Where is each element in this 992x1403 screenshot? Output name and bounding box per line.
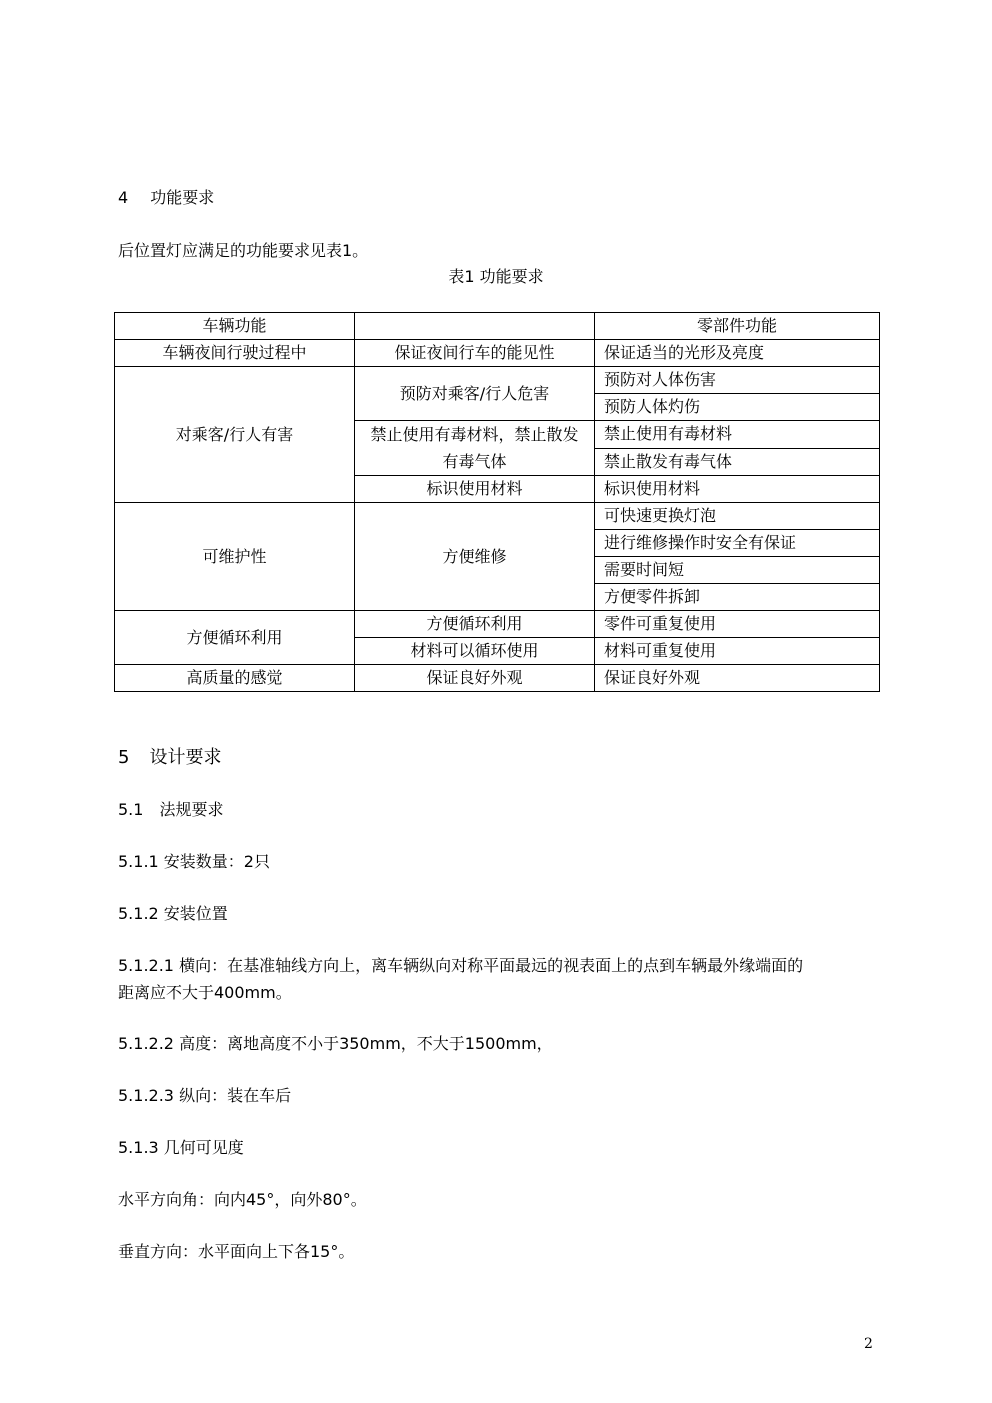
table-header-row	[115, 313, 880, 340]
cell-component-function: 材料可重复使用	[595, 638, 880, 665]
intro-paragraph: 后位置灯应满足的功能要求见表1。	[118, 241, 369, 260]
cell-requirement: 保证良好外观	[355, 665, 595, 692]
table-row	[115, 611, 880, 638]
para-5-1-2-1-line1: 5.1.2.1 横向：在基准轴线方向上，离车辆纵向对称平面最远的视表面上的点到车辆最外缘端面的	[118, 956, 804, 975]
cell-component-function: 保证良好外观	[595, 665, 880, 692]
table-row	[115, 340, 880, 367]
cell-requirement: 材料可以循环使用	[355, 638, 595, 665]
horizontal-angle: 水平方向角：向内45°，向外80°。	[118, 1190, 367, 1209]
cell-component-function: 零件可重复使用	[595, 611, 880, 638]
cell-vehicle-function: 对乘客/行人有害	[115, 367, 355, 503]
para-5-1-2-3: 5.1.2.3 纵向：装在车后	[118, 1086, 292, 1105]
section-4-number: 4	[118, 188, 129, 207]
section-4-title: 功能要求	[150, 188, 215, 207]
cell-vehicle-function: 车辆夜间行驶过程中	[115, 340, 355, 367]
cell-component-function: 需要时间短	[595, 557, 880, 584]
section-5-title: 设计要求	[149, 747, 222, 768]
cell-component-function: 禁止散发有毒气体	[595, 448, 880, 476]
header-component-function: 零部件功能	[595, 313, 880, 340]
section-5-number: 5	[118, 747, 130, 768]
cell-vehicle-function: 可维护性	[115, 503, 355, 611]
cell-component-function: 禁止使用有毒材料	[595, 421, 880, 449]
cell-component-function: 预防人体灼伤	[595, 394, 880, 421]
cell-requirement: 方便循环利用	[355, 611, 595, 638]
cell-requirement: 预防对乘客/行人危害	[355, 367, 595, 421]
cell-component-function: 预防对人体伤害	[595, 367, 880, 394]
header-empty	[355, 313, 595, 340]
cell-component-function: 标识使用材料	[595, 476, 880, 503]
vertical-angle: 垂直方向：水平面向上下各15°。	[118, 1242, 355, 1261]
heading-5-1: 5.1 法规要求	[118, 800, 224, 819]
table-row	[115, 665, 880, 692]
table-row	[115, 503, 880, 530]
header-vehicle-function: 车辆功能	[115, 313, 355, 340]
cell-vehicle-function: 高质量的感觉	[115, 665, 355, 692]
cell-requirement: 保证夜间行车的能见性	[355, 340, 595, 367]
section-5-heading	[118, 743, 221, 769]
table-caption: 表1 功能要求	[448, 267, 544, 286]
cell-vehicle-function: 方便循环利用	[115, 611, 355, 665]
para-5-1-2-1-line2: 距离应不大于400mm。	[118, 983, 292, 1002]
table-row	[115, 367, 880, 394]
cell-component-function: 进行维修操作时安全有保证	[595, 530, 880, 557]
cell-component-function: 方便零件拆卸	[595, 584, 880, 611]
heading-5-1-3: 5.1.3 几何可见度	[118, 1138, 244, 1157]
heading-5-1-2: 5.1.2 安装位置	[118, 904, 228, 923]
cell-requirement: 方便维修	[355, 503, 595, 611]
page-number: 2	[864, 1336, 873, 1352]
cell-requirement: 禁止使用有毒材料，禁止散发有毒气体	[355, 421, 595, 476]
section-4-heading	[118, 185, 214, 208]
function-requirements-table	[114, 312, 880, 692]
cell-component-function: 可快速更换灯泡	[595, 503, 880, 530]
cell-requirement: 标识使用材料	[355, 476, 595, 503]
heading-5-1-1: 5.1.1 安装数量：2只	[118, 852, 270, 871]
cell-component-function: 保证适当的光形及亮度	[595, 340, 880, 367]
para-5-1-2-2: 5.1.2.2 高度：离地高度不小于350mm，不大于1500mm，	[118, 1034, 553, 1053]
